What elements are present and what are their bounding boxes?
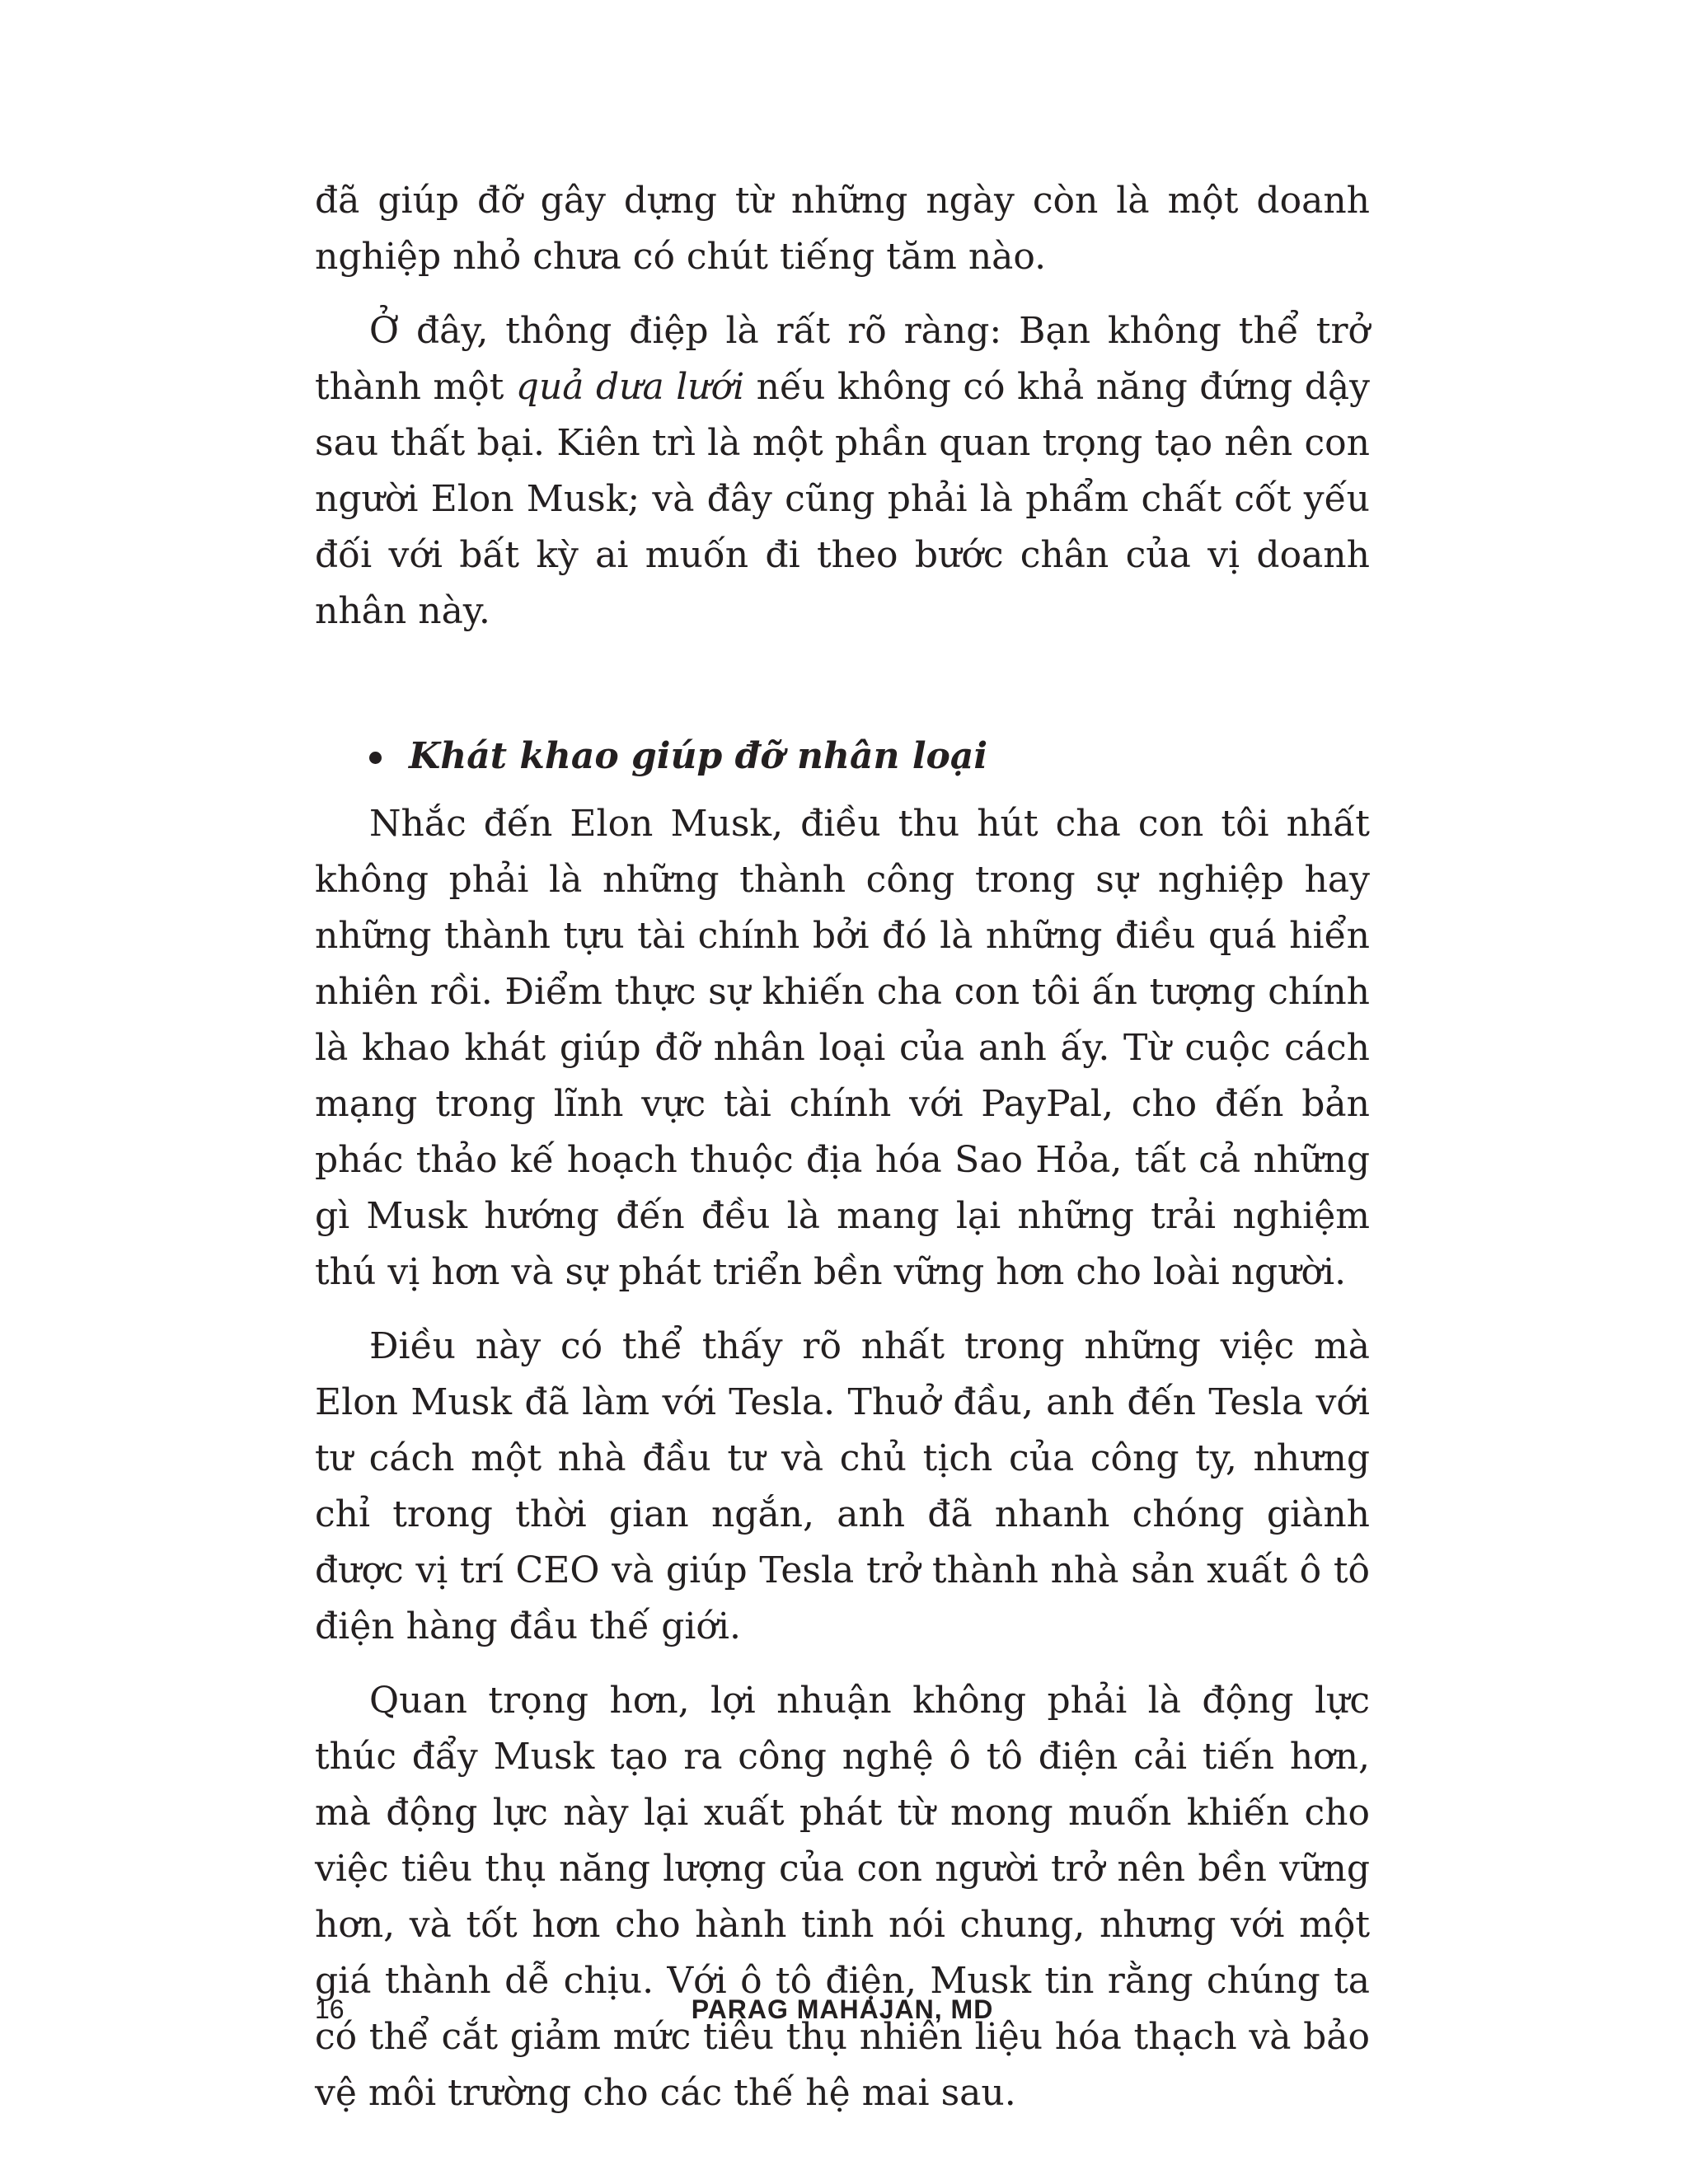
paragraph-continuation: đã giúp đỡ gây dựng từ những ngày còn là một doanh nghiệp nhỏ chưa có chút tiếng tăm nào. bbox=[315, 180, 1370, 278]
page-body bbox=[315, 173, 1370, 2139]
paragraph-tesla: Điều này có thể thấy rõ nhất trong những việc mà Elon Musk đã làm với Tesla. Thuở đầu, anh đến Tesla với tư cách một nhà đầu tư và chủ tịch của công ty, nhưng chỉ trong thời gian ngắn, anh đã nhanh chóng giành được vị trí CEO và giúp Tesla trở thành nhà sản xuất ô tô điện hàng đầu thế giới. bbox=[315, 1325, 1370, 1647]
bullet-icon bbox=[369, 752, 382, 764]
italic-phrase: quả dưa lưới bbox=[515, 366, 745, 408]
section-heading-text: Khát khao giúp đỡ nhân loại bbox=[409, 735, 988, 777]
page-footer bbox=[315, 1993, 1370, 2026]
page-number: 16 bbox=[315, 1994, 345, 2024]
paragraph-persistence bbox=[315, 303, 1370, 640]
running-title: PARAG MAHAJAN, MD bbox=[691, 1994, 994, 2024]
paragraph-humanity: Nhắc đến Elon Musk, điều thu hút cha con tôi nhất không phải là những thành công trong sự nghiệp hay những thành tựu tài chính bởi đó là những điều quá hiển nhiên rồi. Điểm thực sự khiến cha con tôi ấn tượng chính là khao khát giúp đỡ nhân loại của anh ấy. Từ cuộc cách mạng trong lĩnh vực tài chính với PayPal, cho đến bản phác thảo kế hoạch thuộc địa hóa Sao Hỏa, tất cả những gì Musk hướng đến đều là mang lại những trải nghiệm thú vị hơn và sự phát triển bền vững hơn cho loài người. bbox=[315, 803, 1370, 1293]
paragraph-text-after: nếu không có khả năng đứng dậy sau thất bại. Kiên trì là một phần quan trọng tạo nên con người Elon Musk; và đây cũng phải là phẩm chất cốt yếu đối với bất kỳ ai muốn đi theo bước chân của vị doanh nhân này. bbox=[315, 366, 1370, 632]
paragraph-motivation: Quan trọng hơn, lợi nhuận không phải là động lực thúc đẩy Musk tạo ra công nghệ ô tô điện cải tiến hơn, mà động lực này lại xuất phát từ mong muốn khiến cho việc tiêu thụ năng lượng của con người trở nên bền vững hơn, và tốt hơn cho hành tinh nói chung, nhưng với một giá thành dễ chịu. Với ô tô điện, Musk tin rằng chúng ta có thể cắt giảm mức tiêu thụ nhiên liệu hóa thạch và bảo vệ môi trường cho các thế hệ mai sau. bbox=[315, 1680, 1370, 2114]
section-heading bbox=[315, 729, 1370, 785]
paragraph-text-before: Ở đây, thông điệp là rất rõ ràng: Bạn không thể trở thành một bbox=[315, 310, 1370, 408]
